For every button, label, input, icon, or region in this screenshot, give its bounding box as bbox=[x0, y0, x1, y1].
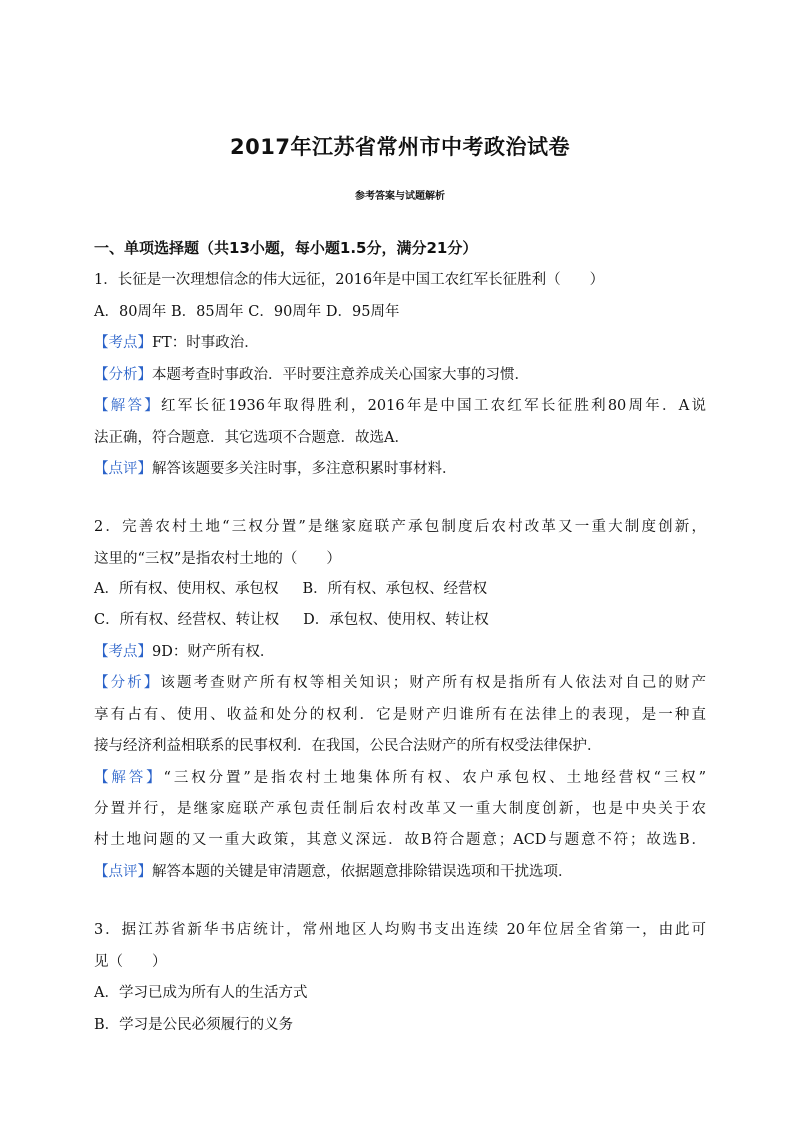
q2-jieda-line-3: 村土地问题的又一重大政策，其意义深远．故B符合题意；ACD与题意不符；故选B． bbox=[94, 832, 706, 848]
q3-stem-line-2: 见（ ） bbox=[94, 954, 167, 970]
page-subtitle: 参考答案与试题解析 bbox=[355, 191, 445, 202]
q1-options: A．80周年 B．85周年 C．90周年 D．95周年 bbox=[94, 304, 400, 320]
fenxi-tag: 【分析】 bbox=[94, 675, 161, 691]
dianping-tag: 【点评】 bbox=[94, 461, 152, 477]
q1-jieda-line-1 bbox=[94, 396, 706, 416]
q2-kaodian-text: 9D：财产所有权． bbox=[152, 644, 275, 660]
q2-fenxi-line-1 bbox=[94, 673, 706, 693]
section-heading: 一、单项选择题（共13小题，每小题1.5分，满分21分） bbox=[94, 239, 478, 257]
dianping-tag: 【点评】 bbox=[94, 864, 152, 880]
q1-stem: 1．长征是一次理想信念的伟大远征，2016年是中国工农红军长征胜利（ ） bbox=[94, 272, 605, 288]
q1-dianping bbox=[94, 459, 457, 479]
q2-kaodian bbox=[94, 642, 274, 662]
q1-jieda-line-2: 法正确，符合题意．其它选项不合题意．故选A． bbox=[94, 430, 409, 446]
jieda-tag: 【解答】 bbox=[94, 770, 164, 786]
page-title: 2017年江苏省常州市中考政治试卷 bbox=[230, 135, 570, 159]
q1-kaodian bbox=[94, 333, 259, 353]
kaodian-tag: 【考点】 bbox=[94, 335, 152, 351]
q2-stem-line-2: 这里的“三权”是指农村土地的（ ） bbox=[94, 551, 341, 567]
q1-kaodian-text: FT：时事政治． bbox=[152, 335, 259, 351]
q1-dianping-text: 解答该题要多关注时事，多注意积累时事材料． bbox=[152, 461, 457, 477]
q3-stem-line-1: 3．据江苏省新华书店统计，常州地区人均购书支出连续 20年位居全省第一，由此可 bbox=[94, 922, 706, 938]
q2-jieda-text-1: “三权分置”是指农村土地集体所有权、农户承包权、土地经营权“三权” bbox=[163, 770, 707, 786]
q2-dianping-text: 解答本题的关键是审清题意，依据题意排除错误选项和干扰选项． bbox=[152, 864, 573, 880]
q1-fenxi bbox=[94, 365, 529, 385]
q3-option-a: A．学习已成为所有人的生活方式 bbox=[94, 985, 308, 1001]
kaodian-tag: 【考点】 bbox=[94, 644, 152, 660]
jieda-tag: 【解答】 bbox=[94, 398, 162, 414]
q2-option-a: A．所有权、使用权、承包权 bbox=[94, 581, 279, 597]
q2-options-row-2 bbox=[94, 610, 489, 630]
q2-dianping bbox=[94, 862, 573, 882]
q2-option-c: C．所有权、经营权、转让权 bbox=[94, 612, 280, 628]
q2-jieda-line-1 bbox=[94, 768, 706, 788]
q1-jieda-text-1: 红军长征1936年取得胜利，2016年是中国工农红军长征胜利80周年．A说 bbox=[161, 398, 707, 414]
q2-stem-line-1: 2．完善农村土地“三权分置”是继家庭联产承包制度后农村改革又一重大制度创新， bbox=[94, 519, 706, 535]
q2-fenxi-text-1: 该题考查财产所有权等相关知识；财产所有权是指所有人依法对自己的财产 bbox=[160, 675, 706, 691]
q2-fenxi-line-3: 接与经济利益相联系的民事权利．在我国，公民合法财产的所有权受法律保护． bbox=[94, 738, 602, 754]
q1-fenxi-text: 本题考查时事政治．平时要注意养成关心国家大事的习惯． bbox=[152, 367, 529, 383]
q2-option-b: B．所有权、承包权、经营权 bbox=[302, 581, 488, 597]
q2-fenxi-line-2: 享有占有、使用、收益和处分的权利．它是财产归谁所有在法律上的表现，是一种直 bbox=[94, 707, 706, 723]
q2-jieda-line-2: 分置并行，是继家庭联产承包责任制后农村改革又一重大制度创新，也是中央关于农 bbox=[94, 801, 706, 817]
fenxi-tag: 【分析】 bbox=[94, 367, 152, 383]
q2-option-d: D．承包权、使用权、转让权 bbox=[303, 612, 489, 628]
q2-options-row-1 bbox=[94, 579, 487, 599]
q3-option-b: B．学习是公民必须履行的义务 bbox=[94, 1017, 294, 1033]
